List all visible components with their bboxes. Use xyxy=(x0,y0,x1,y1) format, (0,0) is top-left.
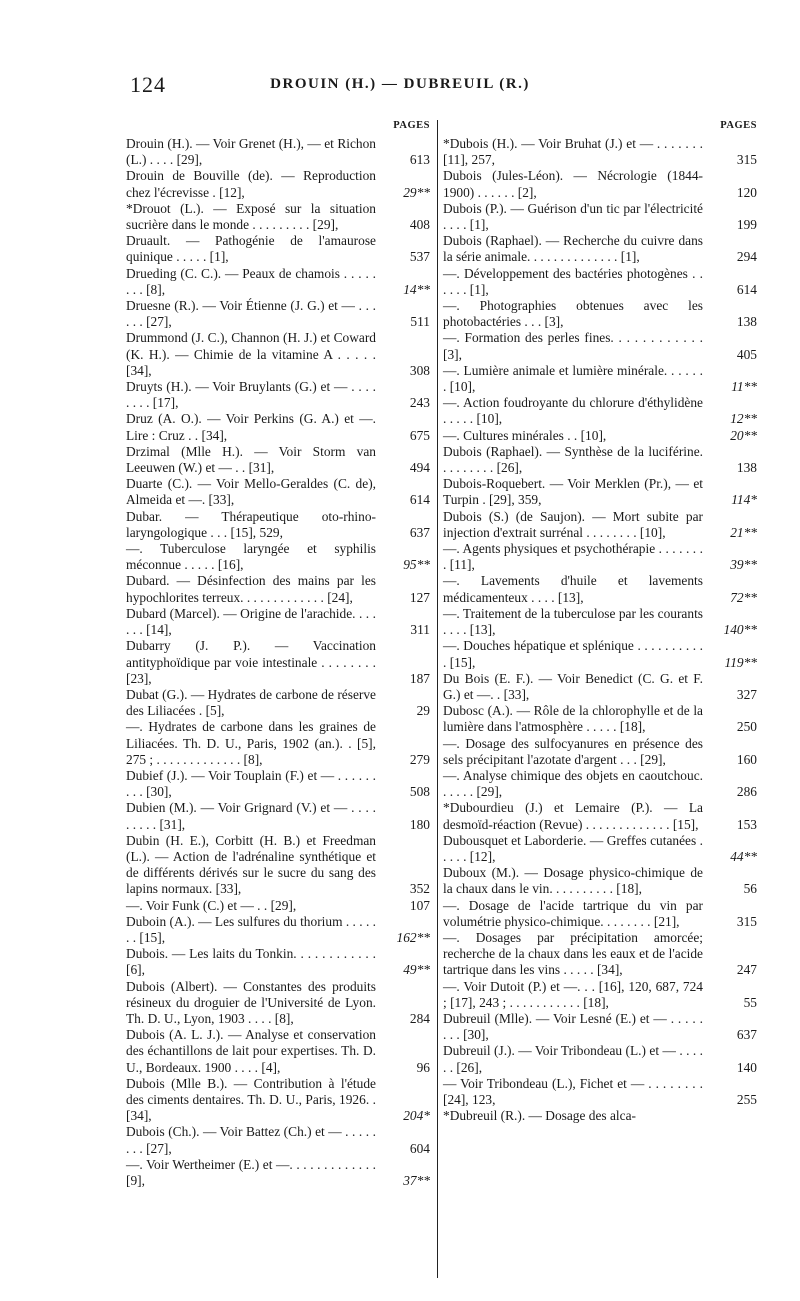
index-entry xyxy=(126,768,432,800)
index-entry xyxy=(126,946,432,978)
entry-text: Duarte (C.). — Voir Mello-Geraldes (C. de), Almeida et —. [33], xyxy=(126,476,376,508)
index-entry xyxy=(126,606,432,638)
entry-text: Dubat (G.). — Hydrates de carbone de réserve des Liliacées . [5], xyxy=(126,686,376,719)
entry-text: —. Voir Dutoit (P.) et —. . . [16], 120, 687, 724 ; [17], 243 ; . . . . . . . . . . . [18], xyxy=(443,978,703,1010)
index-entry xyxy=(443,898,759,930)
entry-page: 127 xyxy=(409,589,430,605)
entry-text: Dubois (Raphael). — Recherche du cuivre dans la série animale. . . . . . . . . . . . . . [1], xyxy=(443,233,703,265)
index-entry xyxy=(126,298,432,330)
entry-text: Druyts (H.). — Voir Bruylants (G.) et — . . . . . . . . [17], xyxy=(126,379,376,411)
entry-text: —. Traitement de la tuberculose par les courants . . . . [13], xyxy=(443,605,703,638)
entry-page: 243 xyxy=(409,395,430,411)
entry-text: Druault. — Pathogénie de l'amaurose quinique . . . . . [1], xyxy=(126,233,376,265)
index-entry xyxy=(443,444,759,476)
entry-text: —. Lumière animale et lumière minérale. . . . . . . [10], xyxy=(443,362,703,395)
entry-text: —. Tuberculose laryngée et syphilis méconnue . . . . . [16], xyxy=(126,541,376,573)
entry-page: 614 xyxy=(409,492,430,508)
entry-page: 614 xyxy=(736,281,757,297)
index-entry xyxy=(443,395,759,427)
index-entry xyxy=(443,1076,759,1108)
entry-text: Dubois (Albert). — Constantes des produits résineux du droguier de l'Université de Lyon. Th. D. U., Lyon, 1903 . . . . [8], xyxy=(126,978,376,1026)
entry-page: 12** xyxy=(730,411,757,427)
index-entry xyxy=(443,1108,759,1124)
index-entry xyxy=(443,136,759,168)
entry-page: 508 xyxy=(409,784,430,800)
page-number: 124 xyxy=(130,72,166,97)
entry-page: 327 xyxy=(736,686,757,702)
index-entry xyxy=(126,800,432,832)
entry-text: Duboin (A.). — Les sulfures du thorium . . . . . . . [15], xyxy=(126,913,376,945)
entry-text: Dubar. — Thérapeutique oto-rhino-laryngologique . . . [15], 529, xyxy=(126,508,376,540)
entry-text: Dubois (S.) (de Saujon). — Mort subite par injection d'extrait surrénal . . . . . . . . [10], xyxy=(443,508,703,540)
entry-text: —. Cultures minérales . . [10], xyxy=(443,427,607,443)
entry-text: —. Agents physiques et psychothérapie . . . . . . . . [11], xyxy=(443,541,703,573)
entry-text: Dubreuil (Mlle). — Voir Lesné (E.) et — . . . . . . . . [30], xyxy=(443,1010,703,1043)
entry-page: 160 xyxy=(736,751,757,767)
index-entry xyxy=(126,201,432,233)
entry-page: 140 xyxy=(736,1059,757,1075)
entry-page: 494 xyxy=(409,460,430,476)
entry-text: *Drouot (L.). — Exposé sur la situation sucrière dans le monde . . . . . . . . . [29], xyxy=(126,200,376,233)
entry-text: — Voir Tribondeau (L.), Fichet et — . . . . . . . . [24], 123, xyxy=(443,1075,703,1107)
index-entry xyxy=(443,1043,759,1075)
index-entry xyxy=(126,476,432,508)
pages-label: PAGES xyxy=(720,120,757,131)
index-entry xyxy=(126,1124,432,1156)
entry-page: 315 xyxy=(736,152,757,168)
index-entry xyxy=(126,509,432,541)
entry-page: 537 xyxy=(409,249,430,265)
index-entry xyxy=(443,703,759,735)
pages-label: PAGES xyxy=(393,120,430,131)
entry-text: Drouin de Bouville (de). — Reproduction chez l'écrevisse . [12], xyxy=(126,168,376,200)
entry-text: Du Bois (E. F.). — Voir Benedict (C. G. et F. G.) et —. . [33], xyxy=(443,670,703,702)
entry-text: Dubois (A. L. J.). — Analyse et conservation des échantillons de lait pour expertises. Th. D. U., Bordeaux. 1900 . . . . [4], xyxy=(126,1027,376,1075)
index-entry xyxy=(443,865,759,897)
entry-page: 199 xyxy=(736,217,757,233)
index-entry xyxy=(126,1027,432,1076)
index-entry xyxy=(126,330,432,379)
index-entry xyxy=(443,1011,759,1043)
index-entry xyxy=(443,363,759,395)
index-entry xyxy=(443,266,759,298)
entry-page: 294 xyxy=(736,249,757,265)
entry-text: Dubois-Roquebert. — Voir Merklen (Pr.), — et Turpin . [29], 359, xyxy=(443,476,703,508)
entry-page: 29** xyxy=(403,184,430,200)
entry-text: Drummond (J. C.), Channon (H. J.) et Coward (K. H.). — Chimie de la vitamine A . . . . . [34], xyxy=(126,330,376,378)
entry-page: 14** xyxy=(403,281,430,297)
entry-text: Dubois (Ch.). — Voir Battez (Ch.) et — . . . . . . . . [27], xyxy=(126,1124,376,1156)
entry-page: 279 xyxy=(409,751,430,767)
index-entry xyxy=(126,1076,432,1125)
entry-page: 39** xyxy=(730,557,757,573)
right-column-header xyxy=(443,118,759,136)
entry-page: 138 xyxy=(736,460,757,476)
index-entry xyxy=(443,509,759,541)
entry-text: —. Formation des perles fines. . . . . . . . . . . . [3], xyxy=(443,330,703,362)
entry-page: 284 xyxy=(409,1010,430,1026)
entry-text: —. Hydrates de carbone dans les graines de Liliacées. Th. D. U., Paris, 1902 (an.). . [5], 275 ; . . . . . . . . . . . . . [8], xyxy=(126,719,376,767)
index-entry xyxy=(443,736,759,768)
entry-text: —. Action foudroyante du chlorure d'éthylidène . . . . . [10], xyxy=(443,395,703,427)
entry-page: 49** xyxy=(403,962,430,978)
entry-page: 119** xyxy=(724,654,757,670)
entry-text: —. Analyse chimique des objets en caoutchouc. . . . . . [29], xyxy=(443,767,703,800)
entry-page: 204* xyxy=(403,1108,430,1124)
index-entry xyxy=(443,428,759,444)
entry-page: 153 xyxy=(736,816,757,832)
index-entry xyxy=(443,638,759,670)
entry-page: 180 xyxy=(409,816,430,832)
entry-text: —. Douches hépatique et splénique . . . . . . . . . . . [15], xyxy=(443,638,703,670)
index-entry xyxy=(126,136,432,168)
entry-page: 604 xyxy=(409,1140,430,1156)
index-entry xyxy=(126,541,432,573)
index-entry xyxy=(443,833,759,865)
index-entry xyxy=(443,201,759,233)
index-entry xyxy=(126,914,432,946)
entry-text: Dubard. — Désinfection des mains par les hypochlorites terreux. . . . . . . . . . . . . [24], xyxy=(126,573,376,605)
entry-text: —. Dosages par précipitation amorcée; recherche de la chaux dans les eaux et de l'acide tartrique dans les vins . . . . . [34], xyxy=(443,929,703,978)
entry-text: Dubois (Jules-Léon). — Nécrologie (1844-1900) . . . . . . [2], xyxy=(443,168,703,200)
entry-text: Drueding (C. C.). — Peaux de chamois . . . . . . . . [8], xyxy=(126,265,376,297)
entry-page: 72** xyxy=(730,589,757,605)
entry-text: —. Voir Funk (C.) et — . . [29], xyxy=(126,897,297,913)
entry-text: Druz (A. O.). — Voir Perkins (G. A.) et —. Lire : Cruz . . [34], xyxy=(126,411,376,443)
entry-text: Dubois (Mlle B.). — Contribution à l'étude des ciments dentaires. Th. D. U., Paris, 1926. . [34], xyxy=(126,1075,376,1124)
entry-page: 311 xyxy=(410,622,430,638)
entry-text: Dubois (P.). — Guérison d'un tic par l'électricité . . . . [1], xyxy=(443,200,703,233)
index-entry xyxy=(443,800,759,832)
entry-page: 187 xyxy=(409,670,430,686)
index-entry xyxy=(126,687,432,719)
index-entry xyxy=(443,606,759,638)
right-entry-list xyxy=(443,136,759,1124)
index-entry xyxy=(126,379,432,411)
entry-page: 352 xyxy=(409,881,430,897)
entry-page: 408 xyxy=(409,217,430,233)
entry-text: —. Photographies obtenues avec les photobactéries . . . [3], xyxy=(443,298,703,330)
entry-text: —. Lavements d'huile et lavements médicamenteux . . . . [13], xyxy=(443,573,703,605)
index-entry xyxy=(443,573,759,605)
index-entry xyxy=(126,573,432,605)
entry-page: 250 xyxy=(736,719,757,735)
entry-text: Drzimal (Mlle H.). — Voir Storm van Leeuwen (W.) et — . . [31], xyxy=(126,443,376,476)
entry-page: 162** xyxy=(396,929,430,945)
left-column-header xyxy=(126,118,432,136)
entry-text: Dubreuil (J.). — Voir Tribondeau (L.) et — . . . . . . [26], xyxy=(443,1043,703,1075)
entry-text: Dubousquet et Laborderie. — Greffes cutanées . . . . . [12], xyxy=(443,832,703,864)
entry-page: 29 xyxy=(416,703,430,719)
entry-page: 56 xyxy=(743,881,757,897)
column-divider xyxy=(437,120,438,1278)
index-entry xyxy=(443,476,759,508)
entry-page: 138 xyxy=(736,314,757,330)
index-entry xyxy=(126,168,432,200)
entry-text: Duboux (M.). — Dosage physico-chimique de la chaux dans le vin. . . . . . . . . . [18], xyxy=(443,865,703,897)
entry-page: 21** xyxy=(730,524,757,540)
index-entry xyxy=(443,233,759,265)
entry-text: Drouin (H.). — Voir Grenet (H.), — et Richon (L.) . . . . [29], xyxy=(126,136,376,168)
entry-page: 44** xyxy=(730,848,757,864)
entry-text: *Dubois (H.). — Voir Bruhat (J.) et — . . . . . . . [11], 257, xyxy=(443,136,703,168)
entry-page: 675 xyxy=(409,427,430,443)
entry-text: Dubois (Raphael). — Synthèse de la luciférine. . . . . . . . . [26], xyxy=(443,443,703,476)
entry-text: Dubosc (A.). — Rôle de la chlorophylle et de la lumière dans l'atmosphère . . . . . [18], xyxy=(443,703,703,735)
entry-text: Dubief (J.). — Voir Touplain (F.) et — . . . . . . . . . [30], xyxy=(126,767,376,800)
entry-page: 55 xyxy=(743,994,757,1010)
entry-text: —. Dosage des sulfocyanures en présence des sels précipitant l'azotate d'argent . . . [29], xyxy=(443,735,703,767)
entry-text: Dubin (H. E.), Corbitt (H. B.) et Freedman (L.). — Action de l'adrénaline synthétique et de différents dérivés sur le sucre du sang des lapins normaux. [33], xyxy=(126,832,376,897)
index-entry xyxy=(126,833,432,898)
entry-page: 247 xyxy=(736,962,757,978)
entry-page: 255 xyxy=(736,1091,757,1107)
index-entry xyxy=(126,1157,432,1189)
entry-text: Dubard (Marcel). — Origine de l'arachide. . . . . . . [14], xyxy=(126,605,376,638)
entry-page: 20** xyxy=(730,427,757,443)
entry-page: 308 xyxy=(409,362,430,378)
entry-page: 114* xyxy=(731,492,757,508)
entry-page: 613 xyxy=(409,152,430,168)
entry-text: Dubois. — Les laits du Tonkin. . . . . . . . . . . . [6], xyxy=(126,946,376,978)
index-entry xyxy=(443,541,759,573)
index-entry xyxy=(126,979,432,1028)
entry-page: 637 xyxy=(409,524,430,540)
index-entry xyxy=(443,979,759,1011)
entry-text: Dubien (M.). — Voir Grignard (V.) et — . . . . . . . . . [31], xyxy=(126,800,376,832)
index-entry xyxy=(126,266,432,298)
entry-page: 107 xyxy=(409,897,430,913)
index-entry xyxy=(126,898,432,914)
entry-page: 37** xyxy=(403,1173,430,1188)
entry-text: —. Dosage de l'acide tartrique du vin par volumétrie physico-chimique. . . . . . . . [21], xyxy=(443,897,703,929)
index-entry xyxy=(443,768,759,800)
entry-text: —. Développement des bactéries photogènes . . . . . . [1], xyxy=(443,265,703,297)
index-entry xyxy=(126,233,432,265)
entry-page: 140** xyxy=(723,622,757,638)
index-entry xyxy=(443,168,759,200)
entry-page: 95** xyxy=(403,557,430,573)
right-column xyxy=(443,118,759,1124)
entry-text: —. Voir Wertheimer (E.) et —. . . . . . . . . . . . . [9], xyxy=(126,1156,376,1188)
entry-page: 405 xyxy=(736,346,757,362)
entry-text: *Dubreuil (R.). — Dosage des alca- xyxy=(443,1108,636,1124)
entry-text: Druesne (R.). — Voir Étienne (J. G.) et — . . . . . . [27], xyxy=(126,298,376,330)
entry-text: *Dubourdieu (J.) et Lemaire (P.). — La desmoïd-réaction (Revue) . . . . . . . . . . . . . [15], xyxy=(443,800,703,832)
index-entry xyxy=(443,930,759,979)
entry-text: Dubarry (J. P.). — Vaccination antityphoïdique par voie intestinale . . . . . . . . [23], xyxy=(126,638,376,686)
entry-page: 315 xyxy=(736,913,757,929)
index-entry xyxy=(126,411,432,443)
entry-page: 511 xyxy=(410,314,430,330)
entry-page: 96 xyxy=(416,1059,430,1075)
index-entry xyxy=(443,330,759,362)
entry-page: 120 xyxy=(736,184,757,200)
entry-page: 11** xyxy=(731,379,757,395)
index-entry xyxy=(443,298,759,330)
page-header xyxy=(0,0,800,110)
left-column xyxy=(126,118,432,1189)
running-head: DROUIN (H.) — DUBREUIL (R.) xyxy=(270,76,530,92)
index-entry xyxy=(443,671,759,703)
entry-page: 286 xyxy=(736,784,757,800)
index-entry xyxy=(126,719,432,768)
index-entry xyxy=(126,638,432,687)
left-entry-list xyxy=(126,136,432,1189)
entry-page: 637 xyxy=(736,1027,757,1043)
index-entry xyxy=(126,444,432,476)
